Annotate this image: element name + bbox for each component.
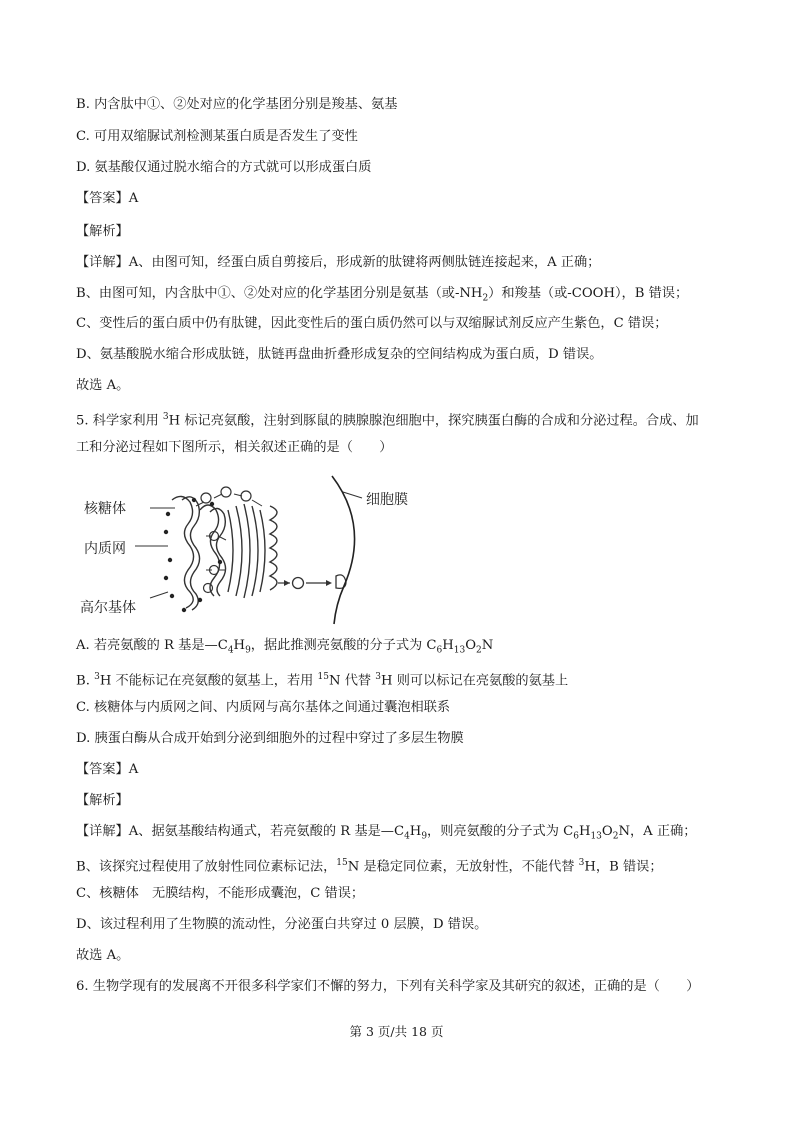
text-part: H，B 错误； (584, 859, 663, 875)
text-part: ）和羧基（或-COOH），B 错误； (488, 286, 689, 301)
text-part: B、该探究过程使用了放射性同位素标记法， (76, 859, 337, 875)
superscript: 3 (94, 672, 100, 682)
superscript: 15 (336, 858, 348, 868)
q5-stem-line2: 工和分泌过程如下图所示，相关叙述正确的是（ ） (76, 440, 393, 455)
q5-detail-a (76, 823, 696, 846)
q5-conclusion: 故选 A。 (76, 948, 130, 963)
golgi-stack (228, 504, 265, 598)
q4-detail-a (76, 254, 600, 272)
subscript: 13 (453, 645, 466, 656)
analysis-tag: 【解析】 (76, 793, 129, 808)
cell-membrane-curve (332, 476, 355, 624)
figure-label-membrane: 细胞膜 (366, 492, 408, 508)
q5-option-d: D. 胰蛋白酶从合成开始到分泌到细胞外的过程中穿过了多层生物膜 (76, 731, 464, 746)
answer-tag: 【答案】 (76, 191, 129, 206)
text-part: A、据氨基酸结构通式，若亮氨酸的 R 基是—C (128, 824, 405, 839)
text-part: N 是稳定同位素，无放射性，不能代替 (347, 859, 579, 875)
figure-label-er: 内质网 (84, 541, 126, 557)
q5-stem-line1 (76, 408, 699, 430)
q4-analysis-tag (76, 223, 129, 241)
text-part: O (465, 638, 477, 653)
q4-detail-c: C、变性后的蛋白质中仍有肽键，因此变性后的蛋白质仍然可以与双缩脲试剂反应产生紫色，C 错误； (76, 316, 668, 331)
subscript: 2 (482, 293, 489, 304)
er-sheets (172, 496, 226, 610)
q5-option-a (76, 637, 493, 660)
q4-option-d: D. 氨基酸仅通过脱水缩合的方式就可以形成蛋白质 (76, 160, 372, 175)
text-part: H (409, 824, 422, 839)
analysis-tag: 【解析】 (76, 224, 129, 239)
cell-secretion-diagram (0, 470, 793, 630)
text-part: H (578, 824, 591, 839)
detail-text: A、由图可知，经蛋白质自剪接后，形成新的肽键将两侧肽链连接起来，A 正确； (128, 255, 601, 270)
q5-option-c: C. 核糖体与内质网之间、内质网与高尔基体之间通过囊泡相联系 (76, 700, 451, 715)
subscript: 4 (227, 645, 234, 656)
q4-option-c: C. 可用双缩脲试剂检测某蛋白质是否发生了变性 (76, 129, 358, 144)
subscript: 9 (421, 831, 428, 842)
q4-answer (76, 190, 138, 208)
superscript: 3 (162, 412, 169, 422)
q4-conclusion: 故选 A。 (76, 378, 130, 393)
q5-detail-b (76, 854, 663, 876)
text-part: H 标记亮氨酸，注射到豚鼠的胰腺腺泡细胞中，探究胰蛋白酶的合成和分泌过程。合成、加 (168, 413, 699, 429)
text-part: B、由图可知，内含肽中①、②处对应的化学基团分别是氨基（或-NH (76, 286, 483, 301)
subscript: 6 (573, 831, 579, 842)
text-part: A. 若亮氨酸的 R 基是—C (76, 638, 228, 653)
text-part: H 则可以标记在亮氨酸的氨基上 (381, 673, 569, 689)
q5-option-b (76, 668, 568, 690)
text-part: ，据此推测亮氨酸的分子式为 C (250, 638, 437, 653)
subscript: 13 (590, 831, 602, 842)
leader-line-golgi (150, 592, 168, 598)
q5-answer (76, 761, 138, 779)
text-part: B. (76, 673, 95, 689)
detail-tag: 【详解】 (76, 255, 129, 270)
answer-tag: 【答案】 (76, 762, 129, 777)
text-part: N (481, 638, 494, 653)
text-part: H (233, 638, 246, 653)
text-part: O (601, 824, 613, 839)
figure-label-ribosome: 核糖体 (84, 501, 126, 517)
figure-label-golgi: 高尔基体 (80, 600, 136, 616)
answer-value: A (128, 762, 139, 777)
subscript: 2 (476, 645, 482, 656)
subscript: 9 (245, 645, 251, 656)
q4-option-b: B. 内含肽中①、②处对应的化学基团分别是羧基、氨基 (76, 97, 398, 112)
superscript: 3 (578, 858, 585, 868)
text-part: H (442, 638, 454, 653)
text-part: ，则亮氨酸的分子式为 C (427, 824, 574, 839)
text-part: N，A 正确； (618, 824, 697, 839)
q5-detail-d: D、该过程利用了生物膜的流动性，分泌蛋白共穿过 0 层膜，D 错误。 (76, 917, 488, 932)
page-footer: 第 3 页/共 18 页 (349, 1024, 444, 1039)
q4-detail-d: D、氨基酸脱水缩合形成肽链，肽链再盘曲折叠形成复杂的空间结构成为蛋白质，D 错误。 (76, 347, 603, 362)
q6-stem: 6. 生物学现有的发展离不开很多科学家们不懈的努力，下列有关科学家及其研究的叙述，正确的是（ ） (76, 979, 700, 994)
q4-detail-b (76, 285, 688, 308)
superscript: 3 (375, 672, 382, 682)
golgi-right-cisternae (270, 506, 277, 590)
answer-value: A (128, 191, 139, 206)
subscript: 4 (404, 831, 410, 842)
text-part: N 代替 (328, 673, 376, 689)
subscript: 2 (612, 831, 619, 842)
detail-tag: 【详解】 (76, 824, 129, 839)
superscript: 15 (317, 672, 329, 682)
q5-analysis-tag (76, 792, 129, 810)
subscript: 6 (436, 645, 443, 656)
text-part: 5. 科学家利用 (76, 413, 163, 429)
secretory-path (278, 575, 346, 589)
q5-detail-c: C、核糖体 无膜结构，不能形成囊泡，C 错误； (76, 886, 365, 901)
text-part: H 不能标记在亮氨酸的氨基上，若用 (99, 673, 318, 689)
